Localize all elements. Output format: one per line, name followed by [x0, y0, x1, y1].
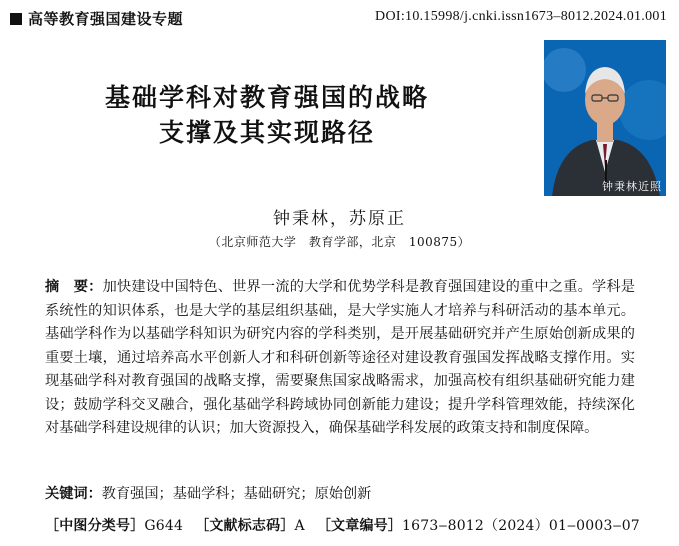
affiliation: （北京师范大学 教育学部，北京 100875） — [208, 235, 471, 249]
doi-line: DOI:10.15998/j.cnki.issn1673‒8012.2024.01.001 — [375, 9, 667, 24]
article-number-value: 1673‒8012（2024）01‒0003‒07 — [402, 518, 640, 534]
keywords-text: 教育强国；基础学科；基础研究；原始创新 — [101, 486, 372, 502]
keywords — [45, 483, 635, 505]
article-number-label: ［文章编号］ — [316, 518, 403, 534]
abstract — [45, 276, 635, 441]
keywords-label: 关键词： — [45, 486, 102, 502]
authors: 钟秉林，苏原正 — [273, 209, 406, 229]
article-number — [317, 518, 640, 534]
title-line-1: 基础学科对教育强国的战略 — [104, 83, 429, 112]
author-photo — [544, 40, 666, 196]
classification-line — [45, 515, 640, 535]
doc-code-value: A — [294, 518, 305, 534]
doc-code-label: ［文献标志码］ — [195, 518, 295, 534]
clc-number — [45, 518, 183, 534]
clc-label: ［中图分类号］ — [45, 518, 145, 534]
abstract-label: 摘 要： — [45, 279, 103, 295]
abstract-text: 加快建设中国特色、世界一流的大学和优势学科是教育强国建设的重中之重。学科是系统性的知识体系，也是大学的基层组织基础，是大学实施人才培养与科研活动的基本单元。基础学科作为以基础学科知识为研究内容的学科类别，是开展基础研究并产生原始创新成果的重要土壤，通过培养高水平创新人才和科研创新等途径对建设教育强国发挥战略支撑作用。实现基础学科对教育强国的战略支撑，需要聚焦国家战略需求，加强高校有组织基础研究能力建设；鼓励学科交叉融合，强化基础学科跨域协同创新能力建设；提升学科管理效能，持续深化对基础学科建设规律的认识；加大资源投入，确保基础学科发展的政策支持和制度保障。 — [45, 279, 635, 436]
article-title — [42, 80, 492, 150]
document-code — [195, 518, 305, 534]
section-square-icon — [10, 13, 22, 25]
title-line-2: 支撑及其实现路径 — [158, 118, 375, 147]
clc-value: G644 — [144, 518, 184, 534]
portrait-illustration — [544, 40, 666, 196]
photo-caption: 钟秉林近照 — [602, 180, 662, 193]
section-label: 高等教育强国建设专题 — [28, 10, 184, 28]
journal-section-header — [10, 8, 183, 29]
